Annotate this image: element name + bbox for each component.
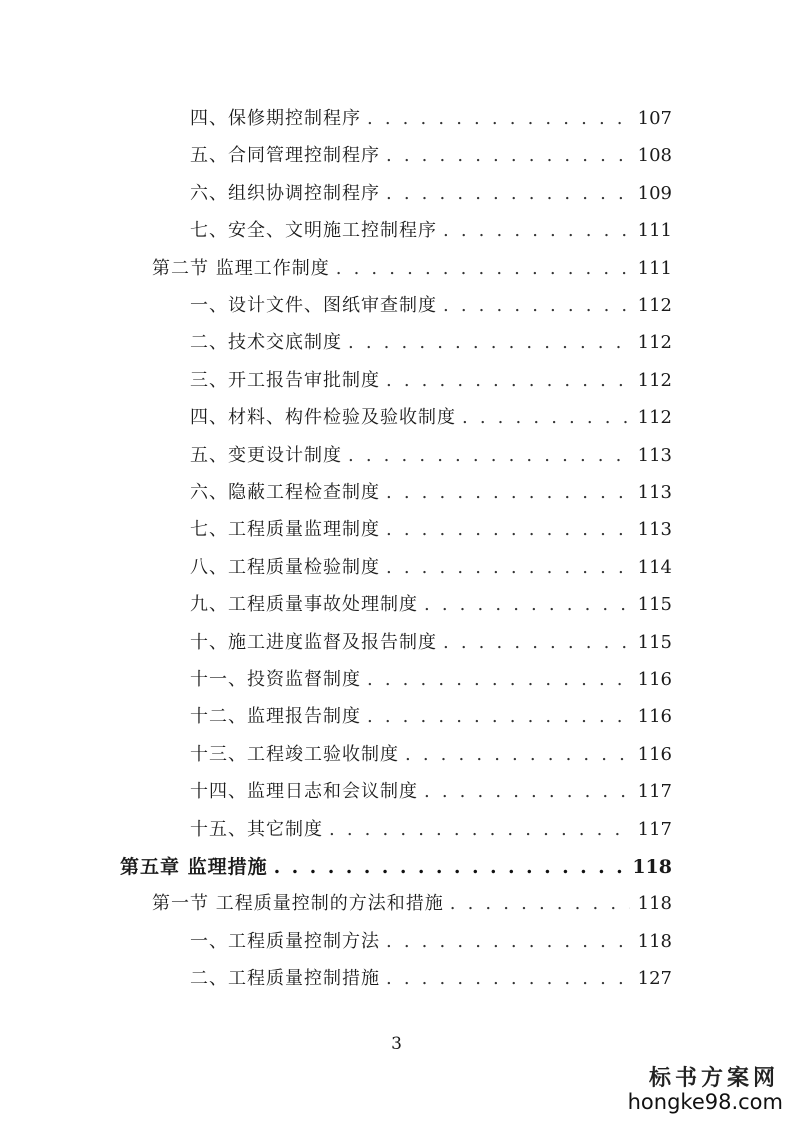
toc-entry-title: 四、材料、构件检验及验收制度: [190, 407, 456, 429]
toc-entry-page: 112: [637, 407, 672, 429]
toc-entry-page: 116: [637, 669, 672, 690]
toc-entry-item[interactable]: [190, 212, 672, 242]
toc-entry-page: 113: [637, 482, 672, 503]
toc-entry-item[interactable]: [190, 175, 672, 205]
toc-entry-page: 127: [637, 968, 672, 990]
toc-entry-title: 六、组织协调控制程序: [190, 182, 380, 204]
toc-entry-title: 七、工程质量监理制度: [190, 519, 380, 541]
toc-dot-leader: [443, 295, 630, 317]
toc-entry-item[interactable]: [190, 437, 672, 467]
toc-dot-leader: [424, 781, 630, 803]
toc-entry-page: 112: [637, 369, 672, 391]
toc-entry-title: 十、施工进度监督及报告制度: [190, 631, 437, 653]
toc-entry-title: 八、工程质量检验制度: [190, 556, 380, 578]
toc-dot-leader: [386, 370, 630, 392]
toc-entry-section[interactable]: [152, 885, 672, 915]
toc-entry-title: 七、安全、文明施工控制程序: [190, 220, 437, 242]
toc-dot-leader: [367, 706, 630, 728]
toc-entry-item[interactable]: [190, 923, 672, 953]
toc-dot-leader: [405, 744, 630, 766]
toc-entry-page: 111: [637, 257, 672, 279]
toc-entry-page: 109: [637, 182, 672, 204]
toc-entry-title: 第二节 监理工作制度: [152, 257, 330, 279]
toc-entry-item[interactable]: [190, 960, 672, 990]
toc-entry-page: 113: [637, 519, 672, 541]
toc-entry-title: 一、设计文件、图纸审查制度: [190, 295, 437, 316]
toc-entry-page: 115: [637, 594, 672, 616]
toc-entry-page: 116: [637, 743, 672, 765]
toc-dot-leader: [367, 108, 630, 130]
toc-entry-item[interactable]: [190, 362, 672, 392]
toc-entry-item[interactable]: [190, 661, 672, 691]
toc-entry-title: 十四、监理日志和会议制度: [190, 781, 418, 803]
toc-entry-page: 118: [637, 930, 672, 952]
toc-entry-page: 116: [637, 706, 672, 728]
toc-dot-leader: [386, 519, 630, 541]
toc-entry-item[interactable]: [190, 624, 672, 654]
toc-entry-title: 一、工程质量控制方法: [190, 930, 380, 952]
toc-dot-leader: [386, 931, 630, 953]
toc-entry-title: 四、保修期控制程序: [190, 108, 361, 129]
toc-dot-leader: [336, 258, 630, 280]
toc-dot-leader: [329, 819, 630, 841]
toc-entry-item[interactable]: [190, 474, 672, 504]
toc-entry-item[interactable]: [190, 137, 672, 167]
toc-entry-page: 115: [637, 631, 672, 653]
toc-dot-leader: [367, 669, 630, 691]
toc-entry-page: 114: [637, 556, 672, 578]
toc-entry-title: 十一、投资监督制度: [190, 669, 361, 690]
toc-entry-chapter[interactable]: [120, 848, 672, 878]
toc-entry-item[interactable]: [190, 399, 672, 429]
toc-entry-title: 十三、工程竣工验收制度: [190, 743, 399, 765]
toc-entry-item[interactable]: [190, 811, 672, 841]
toc-entry-title: 十五、其它制度: [190, 818, 323, 840]
toc-entry-item[interactable]: [190, 324, 672, 354]
toc-dot-leader: [386, 145, 630, 167]
toc-dot-leader: [450, 893, 630, 915]
toc-entry-item[interactable]: [190, 100, 672, 130]
toc-entry-item[interactable]: [190, 287, 672, 317]
toc-entry-title: 五、变更设计制度: [190, 444, 342, 466]
toc-entry-title: 六、隐蔽工程检查制度: [190, 482, 380, 503]
watermark-url: hongke98.com: [627, 1090, 783, 1114]
toc-dot-leader: [443, 632, 630, 654]
toc-entry-title: 二、技术交底制度: [190, 332, 342, 354]
toc-dot-leader: [274, 856, 625, 878]
toc-dot-leader: [386, 968, 630, 990]
toc-entry-title: 二、工程质量控制措施: [190, 968, 380, 990]
toc-dot-leader: [386, 557, 630, 579]
toc-dot-leader: [386, 183, 630, 205]
toc-entry-item[interactable]: [190, 773, 672, 803]
toc-entry-section[interactable]: [152, 250, 672, 280]
toc-dot-leader: [424, 594, 630, 616]
page-number: 3: [391, 1034, 402, 1054]
toc-entry-page: 111: [637, 220, 672, 242]
toc-entry-title: 十二、监理报告制度: [190, 706, 361, 728]
toc-dot-leader: [462, 407, 630, 429]
toc-entry-page: 113: [637, 444, 672, 466]
toc-entry-page: 118: [637, 893, 672, 915]
toc-entry-page: 117: [637, 818, 672, 840]
toc-dot-leader: [348, 332, 630, 354]
toc-entry-page: 117: [637, 781, 672, 803]
toc-entry-page: 112: [637, 295, 672, 316]
toc-dot-leader: [348, 445, 630, 467]
watermark-name: 标书方案网: [648, 1066, 779, 1091]
toc-entry-page: 112: [637, 332, 672, 354]
toc-entry-page: 107: [637, 108, 672, 129]
toc-dot-leader: [386, 482, 630, 504]
toc-entry-title: 五、合同管理控制程序: [190, 145, 380, 167]
toc-entry-item[interactable]: [190, 586, 672, 616]
toc-dot-leader: [443, 220, 630, 242]
toc-entry-title: 九、工程质量事故处理制度: [190, 594, 418, 616]
toc-entry-item[interactable]: [190, 511, 672, 541]
toc-entry-item[interactable]: [190, 549, 672, 579]
toc-entry-page: 118: [632, 856, 672, 878]
toc-entry-item[interactable]: [190, 698, 672, 728]
watermark: [628, 1061, 783, 1114]
toc-entry-item[interactable]: [190, 736, 672, 766]
toc-entry-page: 108: [637, 145, 672, 167]
toc-entry-title: 第一节 工程质量控制的方法和措施: [152, 893, 444, 915]
toc-entry-title: 三、开工报告审批制度: [190, 369, 380, 391]
toc-entry-title: 第五章 监理措施: [120, 856, 268, 878]
